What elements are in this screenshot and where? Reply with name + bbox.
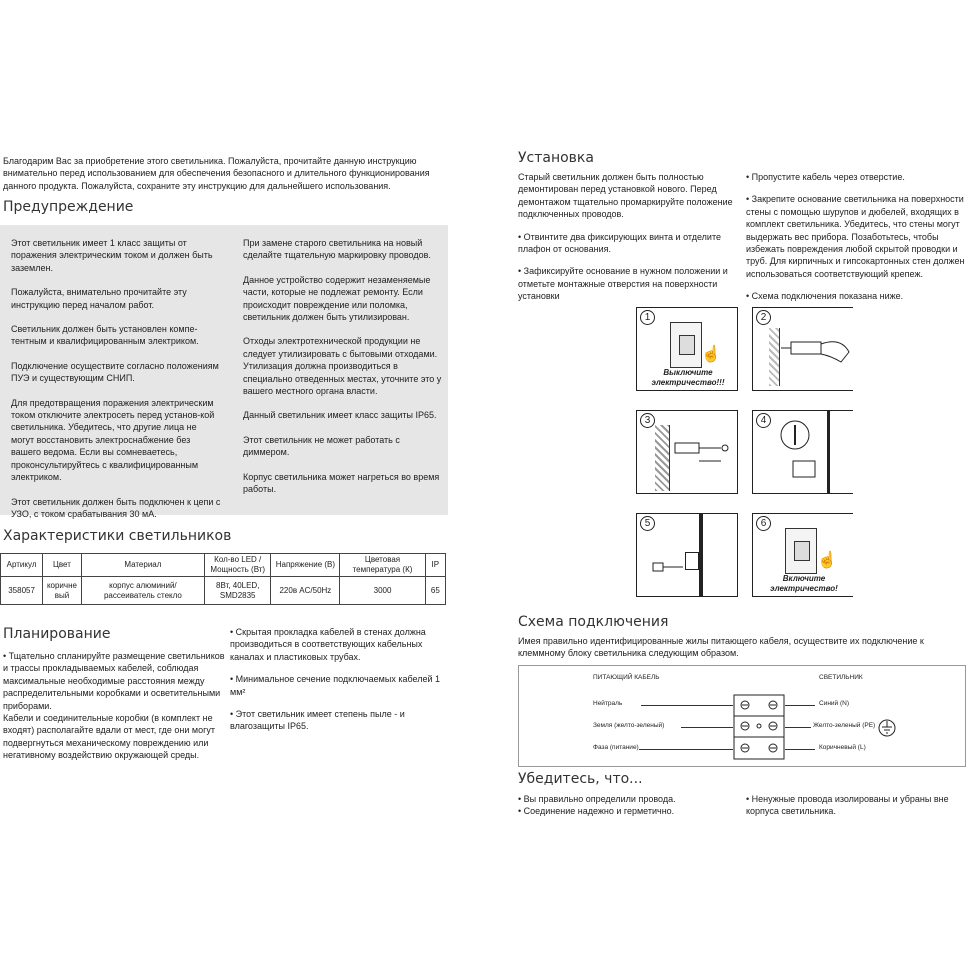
- check-title: Убедитесь, что...: [518, 771, 643, 787]
- light-switch-icon: [785, 528, 817, 574]
- screw-icon: [651, 558, 685, 576]
- wiring-text: Имея правильно идентифицированные жилы питающего кабеля, осуществите их подключение к клеммному блоку светильника следующим образом.: [518, 636, 924, 659]
- step-number: 2: [756, 310, 771, 325]
- table-header: Цветовая температура (К): [340, 554, 425, 577]
- specs-table: [0, 553, 446, 605]
- warning-text: Данный светильник имеет класс защиты IP65.: [243, 410, 437, 421]
- step-panel-5: [636, 513, 738, 597]
- check-left-column: [518, 793, 738, 818]
- planning-left-column: [3, 650, 225, 762]
- install-text: Старый светильник должен быть полностью демонтирован перед установкой нового. Перед демонтажом тщательно промаркируйте положение подключенных проводов.: [518, 172, 733, 220]
- warning-text: Данное устройство содержит незаменяемые части, которые не подлежат ремонту. Если происходит повреждение или поломка, светильник должен быть утилизирован.: [243, 274, 431, 323]
- step-number: 3: [640, 413, 655, 428]
- planning-text: Кабели и соединительные коробки (в комплект не входят) располагайте вдали от мест, где они могут подвергнуться механическому повреждению или негативному воздействию окружающей среды.: [3, 713, 216, 761]
- install-text: • Схема подключения показана ниже.: [746, 291, 904, 302]
- step-caption: Выключите электричество!!!: [651, 368, 725, 387]
- step-caption: Включите электричество!: [770, 574, 838, 593]
- table-header: Материал: [81, 554, 204, 577]
- warning-text: Отходы электротехнической продукции не следует утилизировать с бытовыми отходами. Утилизация должна производиться в специально отведенных местах, уточните это у вашего местного органа власти.: [243, 336, 442, 397]
- wire-label: Нейтраль: [593, 700, 623, 707]
- warning-text: Пожалуйста, внимательно прочитайте эту инструкцию перед началом работ.: [11, 287, 187, 310]
- table-cell: 8Вт, 40LED, SMD2835: [205, 577, 271, 605]
- fixture-bar: [699, 514, 703, 596]
- planning-text: • Минимальное сечение подключаемых кабелей 1 мм²: [230, 674, 441, 697]
- step-panel-3: [636, 410, 738, 494]
- table-header: Напряжение (В): [271, 554, 340, 577]
- light-switch-icon: [670, 322, 702, 368]
- warning-box: [0, 225, 448, 519]
- table-cell: 358057: [1, 577, 43, 605]
- table-header: Артикул: [1, 554, 43, 577]
- install-left-column: [518, 171, 738, 313]
- step-panel-4: [752, 410, 853, 494]
- warning-text: Этот светильник не может работать с диммером.: [243, 434, 400, 458]
- table-header: IP: [425, 554, 445, 577]
- wire-label: Коричневый (L): [819, 744, 866, 751]
- wire-label: Земля (желто-зеленый): [593, 722, 665, 729]
- fixture-label: СВЕТИЛЬНИК: [819, 674, 863, 681]
- install-text: • Пропустите кабель через отверстие.: [746, 172, 905, 182]
- wire-label: Желто-зеленый (PE): [813, 722, 876, 729]
- hand-pointer-icon: ☝: [817, 552, 837, 569]
- dowel-icon: [671, 437, 733, 471]
- warning-text: При замене старого светильника на новый сделайте тщательную маркировку проводов.: [243, 238, 431, 261]
- table-cell: коричне вый: [43, 577, 82, 605]
- install-title: Установка: [518, 150, 594, 166]
- planning-text: • Тщательно спланируйте размещение светильников и трассы прокладываемых кабелей, соблюдая максимальные необходимые расстояния между распределительными коробками и осветительными приборами.: [3, 651, 225, 711]
- install-text: • Отвинтите два фиксирующих винта и отделите плафон от основания.: [518, 231, 721, 255]
- install-right-column: [746, 171, 968, 313]
- table-header: Кол-во LED / Мощность (Вт): [205, 554, 271, 577]
- supply-cable-label: ПИТАЮЩИЙ КАБЕЛЬ: [593, 674, 660, 681]
- step-number: 5: [640, 516, 655, 531]
- warning-text: Этот светильник имеет 1 класс защиты от поражения электрическим током и должен быть заземлен.: [11, 238, 213, 273]
- step-number: 6: [756, 516, 771, 531]
- wire-label: Фаза (питание): [593, 744, 639, 751]
- table-cell: 65: [425, 577, 445, 605]
- step-panel-6: [752, 513, 853, 597]
- table-cell: корпус алюминий/рассеиватель стекло: [81, 577, 204, 605]
- warning-text: Этот светильник должен быть подключен к цепи с УЗО, с током срабатывания 30 мА.: [11, 496, 221, 519]
- check-text: • Ненужные провода изолированы и убраны вне корпуса светильника.: [746, 794, 949, 817]
- step-number: 1: [640, 310, 655, 325]
- screwdriver-icon: [775, 419, 825, 487]
- install-text: • Закрепите основание светильника на поверхности стены с помощью шурупов и дюбелей, входящих в комплект светильника. Убедитесь, что стены могут выдержать вес прибора. Позаботьтесь, чтобы избежать повреждения любой скрытой проводки и труб. Для кирпичных и гипсокартонных стен должен использоваться соответствующий крепеж.: [746, 194, 965, 279]
- wall-texture: [655, 425, 670, 491]
- table-row: [1, 577, 446, 605]
- planning-right-column: [230, 626, 445, 743]
- check-text: • Соединение надежно и герметично.: [518, 806, 675, 817]
- table-header: Цвет: [43, 554, 82, 577]
- install-text: • Зафиксируйте основание в нужном положении и отметьте монтажные отверстия на поверхности установки: [518, 266, 728, 302]
- mount-plate: [685, 552, 699, 570]
- warning-title: Предупреждение: [3, 199, 134, 215]
- warning-left-column: [11, 237, 221, 532]
- warning-text: Подключение осуществите согласно положениям ПУЭ и существующим СНИП.: [11, 360, 219, 384]
- step-panel-1: [636, 307, 738, 391]
- planning-text: • Этот светильник имеет степень пыле - и влагозащиты IP65.: [230, 709, 405, 732]
- warning-text: Светильник должен быть установлен компе-тентным и квалифицированным электриком.: [11, 324, 199, 347]
- planning-text: • Скрытая прокладка кабелей в стенах должна производиться в соответствующих кабельных каналах и пластиковых трубах.: [230, 627, 426, 662]
- intro-text: Благодарим Вас за приобретение этого светильника. Пожалуйста, прочитайте данную инструкцию внимательно перед использованием для обеспечения безопасного и длительного функционирования данного продукта. Пожалуйста, сохраните эту инструкцию для дальнейшего использования.: [3, 156, 430, 191]
- fixture-bar: [827, 411, 830, 493]
- warning-right-column: [243, 237, 443, 508]
- warning-text: Для предотвращения поражения электрическим током отключите электросеть перед установ-кой светильника. Убедитесь, что другие лица не могут восстановить электроснабжение без вашего ведома. Если вы сомневаетесь, проконсультируйтесь с квалифицированным электриком.: [11, 397, 215, 483]
- hand-pointer-icon: ☝: [701, 346, 721, 363]
- ground-icon: [877, 718, 897, 738]
- wire-label: Синий (N): [819, 700, 850, 707]
- drill-icon: [781, 332, 851, 372]
- terminal-block: [733, 694, 785, 760]
- step-number: 4: [756, 413, 771, 428]
- table-header-row: [1, 554, 446, 577]
- step-panel-2: [752, 307, 853, 391]
- wiring-diagram: [518, 665, 966, 767]
- table-cell: 220в AC/50Hz: [271, 577, 340, 605]
- specs-title: Характеристики светильников: [3, 528, 232, 544]
- table-cell: 3000: [340, 577, 425, 605]
- wiring-title: Схема подключения: [518, 614, 669, 630]
- check-text: • Вы правильно определили провода.: [518, 794, 676, 804]
- warning-text: Корпус светильника может нагреться во время работы.: [243, 471, 440, 495]
- planning-title: Планирование: [3, 626, 111, 642]
- wall-texture: [769, 328, 780, 386]
